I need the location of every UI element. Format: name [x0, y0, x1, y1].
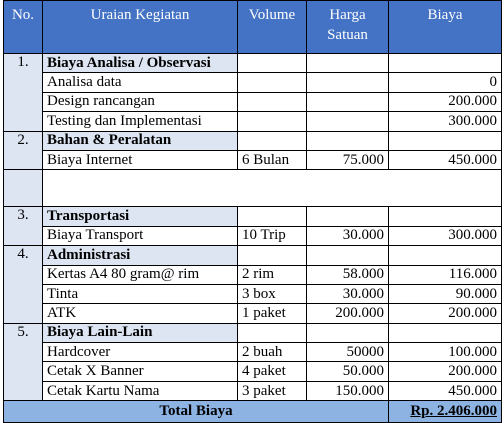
header-volume: Volume — [238, 1, 307, 54]
item-name: Kertas A4 80 gram@ rim — [43, 265, 238, 284]
section-number: 1. — [4, 54, 43, 132]
section-title: Biaya Lain-Lain — [43, 323, 238, 342]
item-name: Design rancangan — [43, 92, 238, 111]
section-title: Bahan & Peralatan — [43, 131, 238, 150]
item-biaya: 116.000 — [389, 265, 502, 284]
empty-cell — [307, 246, 389, 265]
section-row — [4, 131, 502, 150]
empty-cell — [389, 246, 502, 265]
item-name: Cetak Kartu Nama — [43, 381, 238, 400]
item-name: Biaya Internet — [43, 150, 238, 169]
item-harga — [307, 73, 389, 92]
section-row — [4, 246, 502, 265]
item-volume — [238, 73, 307, 92]
item-name: Analisa data — [43, 73, 238, 92]
empty-cell — [238, 131, 307, 150]
empty-cell — [238, 54, 307, 73]
item-name: Tinta — [43, 284, 238, 303]
item-biaya: 300.000 — [389, 112, 502, 131]
item-biaya: 450.000 — [389, 150, 502, 169]
empty-cell — [389, 131, 502, 150]
table-row — [4, 150, 502, 169]
item-volume — [238, 92, 307, 111]
empty-cell — [307, 131, 389, 150]
section-title: Transportasi — [43, 207, 238, 226]
empty-cell — [307, 323, 389, 342]
header-no: No. — [4, 1, 43, 54]
total-label: Total Biaya — [4, 401, 389, 423]
item-volume: 3 box — [238, 284, 307, 303]
section-number: 3. — [4, 207, 43, 246]
header-uraian: Uraian Kegiatan — [43, 1, 238, 54]
empty-cell — [307, 54, 389, 73]
item-harga: 30.000 — [307, 284, 389, 303]
section-title: Biaya Analisa / Observasi — [43, 54, 238, 73]
item-biaya: 450.000 — [389, 381, 502, 400]
total-row — [4, 401, 502, 423]
table-row — [4, 304, 502, 323]
item-biaya: 200.000 — [389, 92, 502, 111]
item-biaya: 200.000 — [389, 304, 502, 323]
item-name: Testing dan Implementasi — [43, 112, 238, 131]
item-harga: 58.000 — [307, 265, 389, 284]
table-row — [4, 284, 502, 303]
empty-cell — [238, 246, 307, 265]
item-volume: 6 Bulan — [238, 150, 307, 169]
table-row — [4, 362, 502, 381]
empty-cell — [238, 323, 307, 342]
item-name: ATK — [43, 304, 238, 323]
section-row — [4, 54, 502, 73]
item-volume — [238, 112, 307, 131]
section-row — [4, 323, 502, 342]
item-volume: 2 rim — [238, 265, 307, 284]
table-row — [4, 92, 502, 111]
table-row — [4, 226, 502, 245]
item-harga: 50000 — [307, 343, 389, 362]
header-row — [4, 1, 502, 54]
budget-table — [3, 0, 502, 423]
item-volume: 1 paket — [238, 304, 307, 323]
section-title: Administrasi — [43, 246, 238, 265]
item-biaya: 0 — [389, 73, 502, 92]
header-biaya: Biaya — [389, 1, 502, 54]
empty-cell — [307, 207, 389, 226]
item-volume: 10 Trip — [238, 226, 307, 245]
item-harga — [307, 92, 389, 111]
empty-cell — [389, 207, 502, 226]
total-value: Rp. 2.406.000 — [389, 401, 502, 423]
item-harga: 50.000 — [307, 362, 389, 381]
item-volume: 4 paket — [238, 362, 307, 381]
empty-cell — [4, 170, 43, 207]
empty-cell — [238, 207, 307, 226]
table-row — [4, 343, 502, 362]
item-harga: 30.000 — [307, 226, 389, 245]
section-row — [4, 207, 502, 226]
table-row — [4, 112, 502, 131]
item-harga: 200.000 — [307, 304, 389, 323]
item-biaya: 90.000 — [389, 284, 502, 303]
item-biaya: 300.000 — [389, 226, 502, 245]
section-number: 5. — [4, 323, 43, 401]
item-harga — [307, 112, 389, 131]
item-name: Biaya Transport — [43, 226, 238, 245]
item-biaya: 200.000 — [389, 362, 502, 381]
table-row — [4, 73, 502, 92]
header-harga: Harga Satuan — [307, 1, 389, 54]
item-volume: 3 paket — [238, 381, 307, 400]
table-row — [4, 265, 502, 284]
item-biaya: 100.000 — [389, 343, 502, 362]
empty-cell — [43, 170, 502, 207]
empty-cell — [389, 54, 502, 73]
table-row — [4, 381, 502, 400]
item-harga: 75.000 — [307, 150, 389, 169]
empty-cell — [389, 323, 502, 342]
spacer-row — [4, 170, 502, 207]
item-name: Hardcover — [43, 343, 238, 362]
item-volume: 2 buah — [238, 343, 307, 362]
section-number: 4. — [4, 246, 43, 324]
item-name: Cetak X Banner — [43, 362, 238, 381]
section-number: 2. — [4, 131, 43, 170]
item-harga: 150.000 — [307, 381, 389, 400]
